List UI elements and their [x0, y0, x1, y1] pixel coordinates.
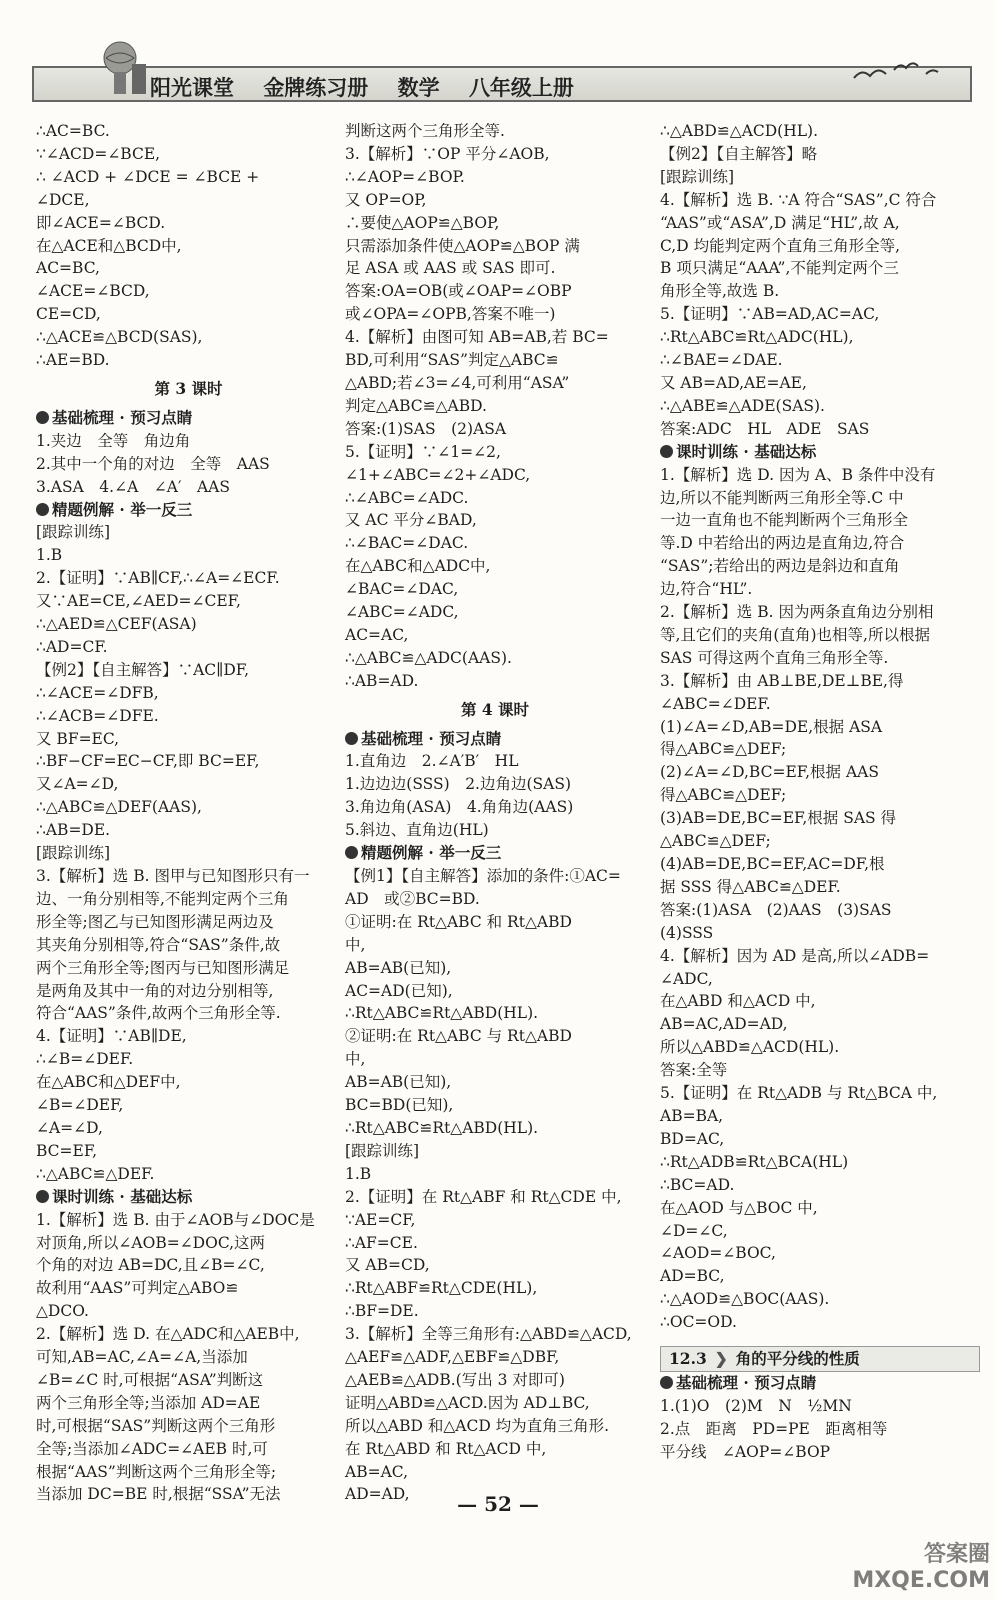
text-line: ∠AOD=∠BOC, — [660, 1244, 776, 1263]
text-line: 答案:全等 — [660, 1061, 728, 1080]
text-line: 答案:ADC HL ADE SAS — [660, 419, 870, 438]
text-line: ∠1+∠ABC=∠2+∠ADC, — [345, 465, 531, 484]
text-line: 即∠ACE=∠BCD. — [36, 213, 166, 232]
text-line: AD 或②BC=BD. — [345, 889, 480, 908]
text-line: ∠ABC=∠ADC, — [345, 603, 459, 622]
text-line: 时,可根据“SAS”判断这两个三角形 — [36, 1416, 276, 1435]
text-line: 形全等;图乙与已知图形满足两边及 — [36, 912, 274, 931]
text-line: 3.角边角(ASA) 4.角角边(AAS) — [345, 798, 574, 817]
text-line: (4)AB=DE,BC=EF,AC=DF,根 — [660, 855, 885, 873]
text-line: ∴△ABC≌△DEF. — [36, 1164, 155, 1183]
chevron-right-icon: ❯ — [714, 1348, 728, 1368]
text-line: ∴△ABC≌△DEF(AAS), — [36, 798, 202, 817]
text-line: ∠ACE=∠BCD, — [36, 282, 150, 301]
text-line: (2)∠A=∠D,BC=EF,根据 AAS — [660, 763, 879, 782]
text-line: ∴∠ABC=∠ADC. — [345, 488, 469, 507]
section-jingti: 精题例解 · 举一反三 — [345, 842, 645, 865]
section-bullet-icon — [660, 445, 673, 458]
text-line: 在△ABC和△ADC中, — [345, 557, 491, 576]
text-line: 2.【解析】选 B. 因为两条直角边分别相 — [660, 603, 934, 622]
text-line: CE=CD, — [36, 305, 101, 324]
text-line: 判定△ABC≌△ABD. — [345, 396, 487, 415]
text-line: 所以△ABD 和△ACD 均为直角三角形. — [345, 1416, 610, 1435]
text-line: 3.【解析】由 AB⊥BE,DE⊥BE,得 — [660, 671, 904, 690]
section-keshi: 课时训练 · 基础达标 — [660, 441, 980, 464]
tracking-label: [跟踪训练] — [36, 844, 111, 863]
lesson-3-heading: 第 3 课时 — [154, 378, 223, 398]
text-line: 1.【解析】选 B. 由于∠AOB与∠DOC是 — [36, 1210, 315, 1229]
column-middle — [345, 120, 645, 1506]
section-jingti: 精题例解 · 举一反三 — [36, 499, 341, 522]
text-line: AD=AD, — [345, 1485, 410, 1504]
text-line: ∴Rt△ABC≌Rt△ADC(HL), — [660, 328, 854, 347]
text-line: 证明△ABD≌△ACD.因为 AD⊥BC, — [345, 1393, 590, 1412]
text-line: ∴Rt△ABC≌Rt△ABD(HL). — [345, 1004, 539, 1023]
header-title — [150, 72, 596, 102]
text-line: 【例2】【自主解答】略 — [660, 144, 818, 163]
text-line: “AAS”或“ASA”,D 满足“HL”,故 A, — [660, 213, 900, 232]
text-line: ∠DCE, — [36, 190, 90, 209]
text-line: 得△ABC≌△DEF; — [660, 740, 787, 759]
text-line: 据 SSS 得△ABC≌△DEF. — [660, 877, 841, 896]
text-line: ∠A=∠D, — [36, 1118, 103, 1137]
text-line: 又 AC 平分∠BAD, — [345, 511, 477, 530]
text-line: 答案:OA=OB(或∠OAP=∠OBP — [345, 282, 572, 301]
text-line: 4.【解析】由图可知 AB=AB,若 BC= — [345, 328, 609, 347]
text-line: 故利用“AAS”可判定△ABO≌ — [36, 1279, 239, 1298]
text-line: ∴Rt△ABF≌Rt△CDE(HL), — [345, 1279, 538, 1298]
text-line: ②证明:在 Rt△ABC 与 Rt△ABD — [345, 1027, 572, 1046]
text-line: AB=AC,AD=AD, — [660, 1015, 788, 1034]
text-line: AB=AB(已知), — [345, 958, 452, 977]
text-line: ∵AE=CF, — [345, 1210, 416, 1229]
text-line: 1.【解析】选 D. 因为 A、B 条件中没有 — [660, 465, 936, 484]
section-bullet-icon — [36, 411, 49, 424]
text-line: ∴△ACE≌△BCD(SAS), — [36, 328, 203, 347]
text-line: 4.【证明】∵AB∥DE, — [36, 1027, 187, 1046]
text-line: 【例1】【自主解答】添加的条件:①AC= — [345, 867, 621, 885]
text-line: ∴△ABD≌△ACD(HL). — [660, 122, 819, 140]
text-line: 等.D 中若给出的两边是直角边,符合 — [660, 534, 905, 553]
text-line: 答案:(1)SAS (2)ASA — [345, 419, 507, 438]
text-line: 1.边边边(SSS) 2.边角边(SAS) — [345, 775, 572, 794]
text-line: ∴OC=OD. — [660, 1313, 737, 1332]
section-jichu: 基础梳理 · 预习点睛 — [345, 728, 645, 751]
text-line: ∴AF=CE. — [345, 1233, 418, 1252]
text-line: SAS 可得这两个直角三角形全等. — [660, 648, 889, 667]
text-line: 4.【解析】因为 AD 是高,所以∠ADB= — [660, 946, 930, 965]
text-line: ∴∠BAE=∠DAE. — [660, 351, 783, 370]
text-line: AC=AC, — [345, 625, 409, 644]
text-line: △ABC≌△DEF; — [660, 832, 771, 851]
text-line: ∠B=∠C 时,可根据“ASA”判断这 — [36, 1370, 264, 1389]
text-line: C,D 均能判定两个直角三角形全等, — [660, 236, 901, 255]
text-line: ①证明:在 Rt△ABC 和 Rt△ABD — [345, 912, 572, 931]
text-line: (1)∠A=∠D,AB=DE,根据 ASA — [660, 717, 883, 736]
text-line: ∴BF=DE. — [345, 1302, 419, 1321]
text-line: ∴Rt△ABC≌Rt△ABD(HL). — [345, 1118, 539, 1137]
text-line: 1.夹边 全等 角边角 — [36, 431, 191, 450]
section-jichu: 基础梳理 · 预习点睛 — [36, 407, 341, 430]
text-line: BC=EF, — [36, 1141, 98, 1160]
subject-label: 数学 — [397, 75, 440, 100]
text-line: “SAS”;若给出的两边是斜边和直角 — [660, 557, 900, 576]
text-line: 又 BF=EC, — [36, 729, 120, 748]
section-bullet-icon — [345, 846, 358, 859]
text-line: 在△ACE和△BCD中, — [36, 236, 182, 255]
section-keshi: 课时训练 · 基础达标 — [36, 1186, 341, 1209]
text-line: ∴∠AOP=∠BOP. — [345, 167, 465, 186]
text-line: 1.B — [345, 1164, 372, 1183]
text-line: 可知,AB=AC,∠A=∠A,当添加 — [36, 1348, 248, 1367]
text-line: ∴AD=CF. — [36, 637, 108, 656]
text-line: ∴BF−CF=EC−CF,即 BC=EF, — [36, 752, 260, 771]
text-line: △AEF≌△ADF,△EBF≌△DBF, — [345, 1348, 560, 1367]
tracking-label: [跟踪训练] — [660, 167, 735, 186]
text-line: 5.斜边、直角边(HL) — [345, 821, 489, 840]
text-line: 是两角及其中一角的对边分别相等, — [36, 981, 274, 1000]
text-line: 平分线 ∠AOP=∠BOP — [660, 1442, 831, 1461]
text-line: 其夹角分别相等,符合“SAS”条件,故 — [36, 935, 281, 954]
tracking-label: [跟踪训练] — [345, 1141, 420, 1160]
text-line: 2.点 距离 PD=PE 距离相等 — [660, 1419, 888, 1438]
text-line: 足 ASA 或 AAS 或 SAS 即可. — [345, 259, 556, 278]
section-bullet-icon — [660, 1376, 673, 1389]
text-line: 1.直角边 2.∠A′B′ HL — [345, 752, 519, 771]
text-line: 边,符合“HL”. — [660, 580, 753, 599]
grade-label: 八年级上册 — [468, 75, 574, 100]
text-line: AC=BC, — [36, 259, 100, 278]
text-line: 5.【证明】在 Rt△ADB 与 Rt△BCA 中, — [660, 1084, 938, 1103]
text-line: 一边一直角也不能判断两个三角形全 — [660, 511, 909, 530]
text-line: ∴△ABC≌△ADC(AAS). — [345, 648, 512, 667]
section-12-3-heading — [660, 1346, 980, 1372]
lesson-4-heading: 第 4 课时 — [460, 699, 530, 719]
text-line: 又∵AE=CE,∠AED=∠CEF, — [36, 592, 241, 611]
text-line: △AEB≌△ADB.(写出 3 对即可) — [345, 1370, 565, 1389]
text-line: 边、一角分别相等,不能判定两个三角 — [36, 889, 289, 908]
text-line: ∴∠ACB=∠DFE. — [36, 706, 159, 725]
text-line: ∴∠BAC=∠DAC. — [345, 534, 469, 553]
text-line: ∴△AOD≌△BOC(AAS). — [660, 1290, 830, 1309]
text-line: 对顶角,所以∠AOB=∠DOC,这两 — [36, 1233, 266, 1252]
page-number: — 52 — — [457, 1492, 539, 1516]
text-line: 3.【解析】全等三角形有:△ABD≌△ACD, — [345, 1325, 632, 1344]
text-line: ∴△AED≌△CEF(ASA) — [36, 615, 197, 634]
text-line: 在△ABC和△DEF中, — [36, 1073, 181, 1092]
text-line: 角形全等,故选 B. — [660, 282, 780, 301]
birds-icon — [844, 56, 954, 92]
text-line: ∠BAC=∠DAC, — [345, 580, 459, 599]
watermark-line: 答案圈 — [923, 1542, 990, 1567]
text-line: 5.【证明】∵AB=AD,AC=AC, — [660, 305, 880, 324]
text-line: AB=BA, — [660, 1106, 724, 1125]
column-left — [36, 120, 341, 1506]
text-line: AB=AC, — [345, 1462, 408, 1481]
text-line: 边,所以不能判断两三角形全等.C 中 — [660, 488, 904, 507]
text-line: 又∠A=∠D, — [36, 775, 119, 794]
text-line: ∵∠ACD=∠BCE, — [36, 144, 161, 163]
text-line: 2.【证明】在 Rt△ABF 和 Rt△CDE 中, — [345, 1187, 622, 1206]
tracking-label: [跟踪训练] — [36, 523, 111, 542]
watermark-logo — [852, 1542, 990, 1594]
text-line: 当添加 DC=BE 时,根据“SSA”无法 — [36, 1485, 281, 1504]
text-line: ∴△ABE≌△ADE(SAS). — [660, 396, 825, 415]
text-line: AB=AB(已知), — [345, 1073, 452, 1092]
text-line: ∴∠B=∠DEF. — [36, 1050, 134, 1069]
text-line: 在△ABD 和△ACD 中, — [660, 992, 816, 1011]
text-line: 2.其中一个角的对边 全等 AAS — [36, 454, 270, 473]
text-line: 所以△ABD≌△ACD(HL). — [660, 1038, 840, 1057]
text-line: ∴BC=AD. — [660, 1175, 735, 1194]
text-line: 等,且它们的夹角(直角)也相等,所以根据 — [660, 625, 930, 644]
series-title: 金牌练习册 — [263, 75, 369, 100]
section-title: 角的平分线的性质 — [735, 1348, 860, 1368]
text-line: △DCO. — [36, 1302, 89, 1321]
text-line: 在 Rt△ABD 和 Rt△ACD 中, — [345, 1439, 547, 1458]
text-line: 1.B — [36, 546, 63, 565]
text-line: 中, — [345, 1050, 366, 1069]
text-line: BD=AC, — [660, 1129, 725, 1148]
brand-title: 阳光课堂 — [150, 75, 234, 100]
text-line: 全等;当添加∠ADC=∠AEB 时,可 — [36, 1439, 268, 1458]
text-line: 又 AB=AD,AE=AE, — [660, 373, 807, 392]
text-line: ∴AC=BC. — [36, 122, 110, 140]
text-line: 又 AB=CD, — [345, 1256, 430, 1275]
text-line: ∴∠ACE=∠DFB, — [36, 683, 159, 702]
text-line: 又 OP=OP, — [345, 190, 427, 209]
text-line: 2.【解析】选 D. 在△ADC和△AEB中, — [36, 1325, 300, 1344]
column-right — [660, 120, 980, 1464]
text-line: 个角的对边 AB=DC,且∠B=∠C, — [36, 1256, 265, 1275]
section-jichu: 基础梳理 · 预习点睛 — [660, 1372, 980, 1395]
text-line: ∴ ∠ACD + ∠DCE = ∠BCE + — [36, 167, 260, 186]
text-line: 得△ABC≌△DEF; — [660, 786, 787, 805]
text-line: ∴AB=AD. — [345, 671, 419, 690]
text-line: 3.【解析】选 B. 图甲与已知图形只有一 — [36, 867, 310, 885]
text-line: ∴Rt△ADB≌Rt△BCA(HL) — [660, 1152, 849, 1171]
text-line: 根据“AAS”判断这两个三角形全等; — [36, 1462, 277, 1481]
text-line: 2.【证明】∵AB∥CF,∴∠A=∠ECF. — [36, 569, 280, 588]
section-bullet-icon — [36, 503, 49, 516]
text-line: BD,可利用“SAS”判定△ABC≌ — [345, 351, 559, 370]
text-line: AC=AD(已知), — [345, 981, 453, 1000]
text-line: △ABD;若∠3=∠4,可利用“ASA” — [345, 373, 570, 392]
text-line: 4.【解析】选 B. ∵A 符合“SAS”,C 符合 — [660, 190, 937, 209]
text-line: ∴AB=DE. — [36, 821, 111, 840]
text-line: (4)SSS — [660, 923, 714, 942]
text-line: ∠D=∠C, — [660, 1221, 728, 1240]
text-line: ∠B=∠DEF, — [36, 1096, 124, 1115]
text-line: B 项只满足“AAA”,不能判定两个三 — [660, 259, 899, 278]
text-line: 两个三角形全等;当添加 AD=AE — [36, 1393, 261, 1412]
text-line: 3.ASA 4.∠A ∠A′ AAS — [36, 477, 230, 496]
page-header — [32, 50, 972, 112]
text-line: 或∠OPA=∠OPB,答案不唯一) — [345, 305, 556, 324]
text-line: 中, — [345, 935, 366, 954]
text-line: 答案:(1)ASA (2)AAS (3)SAS — [660, 900, 892, 919]
text-line: ∴要使△AOP≌△BOP, — [345, 213, 500, 232]
col1-pre — [36, 120, 341, 372]
section-bullet-icon — [345, 732, 358, 745]
text-line: AD=BC, — [660, 1267, 725, 1286]
text-line: 5.【证明】∵∠1=∠2, — [345, 442, 501, 461]
text-line: 1.(1)O (2)M N ½MN — [660, 1396, 852, 1415]
text-line: 【例2】【自主解答】∵AC∥DF, — [36, 660, 250, 679]
text-line: BC=BD(已知), — [345, 1096, 454, 1115]
text-line: 两个三角形全等;图丙与已知图形满足 — [36, 958, 290, 977]
text-line: (3)AB=DE,BC=EF,根据 SAS 得 — [660, 809, 897, 828]
watermark-line: MXQE.COM — [852, 1568, 990, 1593]
text-line: ∴AE=BD. — [36, 351, 110, 370]
text-line: 符合“AAS”条件,故两个三角形全等. — [36, 1004, 281, 1023]
text-line: ∠ABC=∠DEF. — [660, 694, 771, 713]
section-bullet-icon — [36, 1190, 49, 1203]
text-line: 在△AOD 与△BOC 中, — [660, 1198, 818, 1217]
text-line: ∠ADC, — [660, 969, 713, 988]
text-line: 只需添加条件使△AOP≌△BOP 满 — [345, 236, 580, 255]
text-line: 3.【解析】∵OP 平分∠AOB, — [345, 144, 550, 163]
text-line: 判断这两个三角形全等. — [345, 122, 505, 140]
section-number: 12.3 — [669, 1348, 707, 1368]
